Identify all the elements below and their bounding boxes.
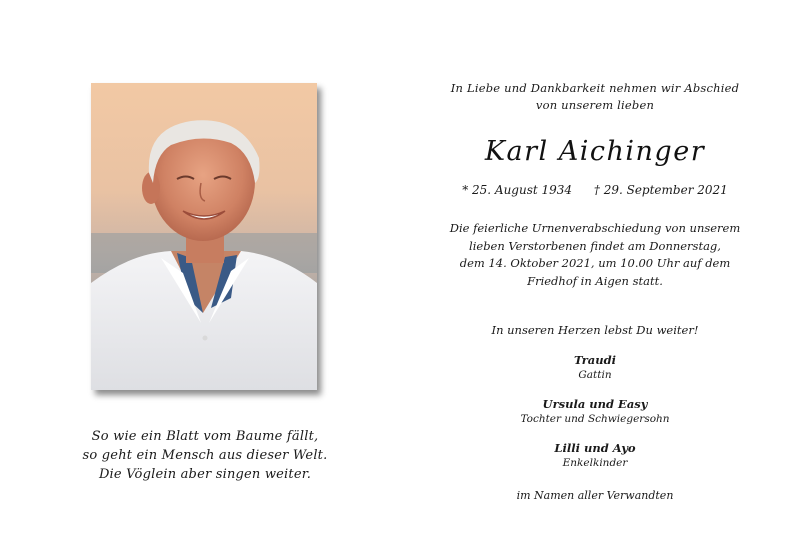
notice-text xyxy=(430,80,760,503)
intro xyxy=(430,80,760,114)
poem-line: So wie ein Blatt vom Baume fällt, xyxy=(91,429,319,444)
motto: In unseren Herzen lebst Du weiter! xyxy=(491,323,699,337)
mourner-name: Ursula und Easy xyxy=(542,397,648,411)
poem xyxy=(60,427,350,484)
mourner-name: Traudi xyxy=(573,353,616,367)
intro-line: von unserem lieben xyxy=(535,98,655,112)
announcement-line: dem 14. Oktober 2021, um 10.00 Uhr auf dem xyxy=(459,256,731,270)
mourner-relation: Gattin xyxy=(578,369,612,381)
deceased-name: Karl Aichinger xyxy=(484,136,706,167)
announcement-line: lieben Verstorbenen findet am Donnerstag, xyxy=(469,238,721,253)
mourner-name: Lilli und Ayo xyxy=(554,441,636,455)
life-dates xyxy=(430,182,760,198)
mourner-entry xyxy=(430,441,760,470)
birth-date: * 25. August 1934 xyxy=(462,183,573,197)
mourner-relation: Tochter und Schwiegersohn xyxy=(520,413,670,425)
portrait-photo xyxy=(91,83,317,390)
mourner-entry xyxy=(430,353,760,382)
announcement-line: Die feierliche Urnenverabschiedung von unserem xyxy=(449,221,741,235)
mourner-entry xyxy=(430,397,760,426)
poem-line: Die Vöglein aber singen weiter. xyxy=(98,467,312,482)
intro-line: In Liebe und Dankbarkeit nehmen wir Abschied xyxy=(450,81,740,95)
death-date: † 29. September 2021 xyxy=(593,183,728,197)
mourner-relation: Enkelkinder xyxy=(562,457,628,469)
ceremony-announcement xyxy=(430,220,760,290)
closing-line: im Namen aller Verwandten xyxy=(516,489,674,502)
announcement-line: Friedhof in Aigen statt. xyxy=(527,273,663,288)
poem-line: so geht ein Mensch aus dieser Welt. xyxy=(82,448,328,463)
